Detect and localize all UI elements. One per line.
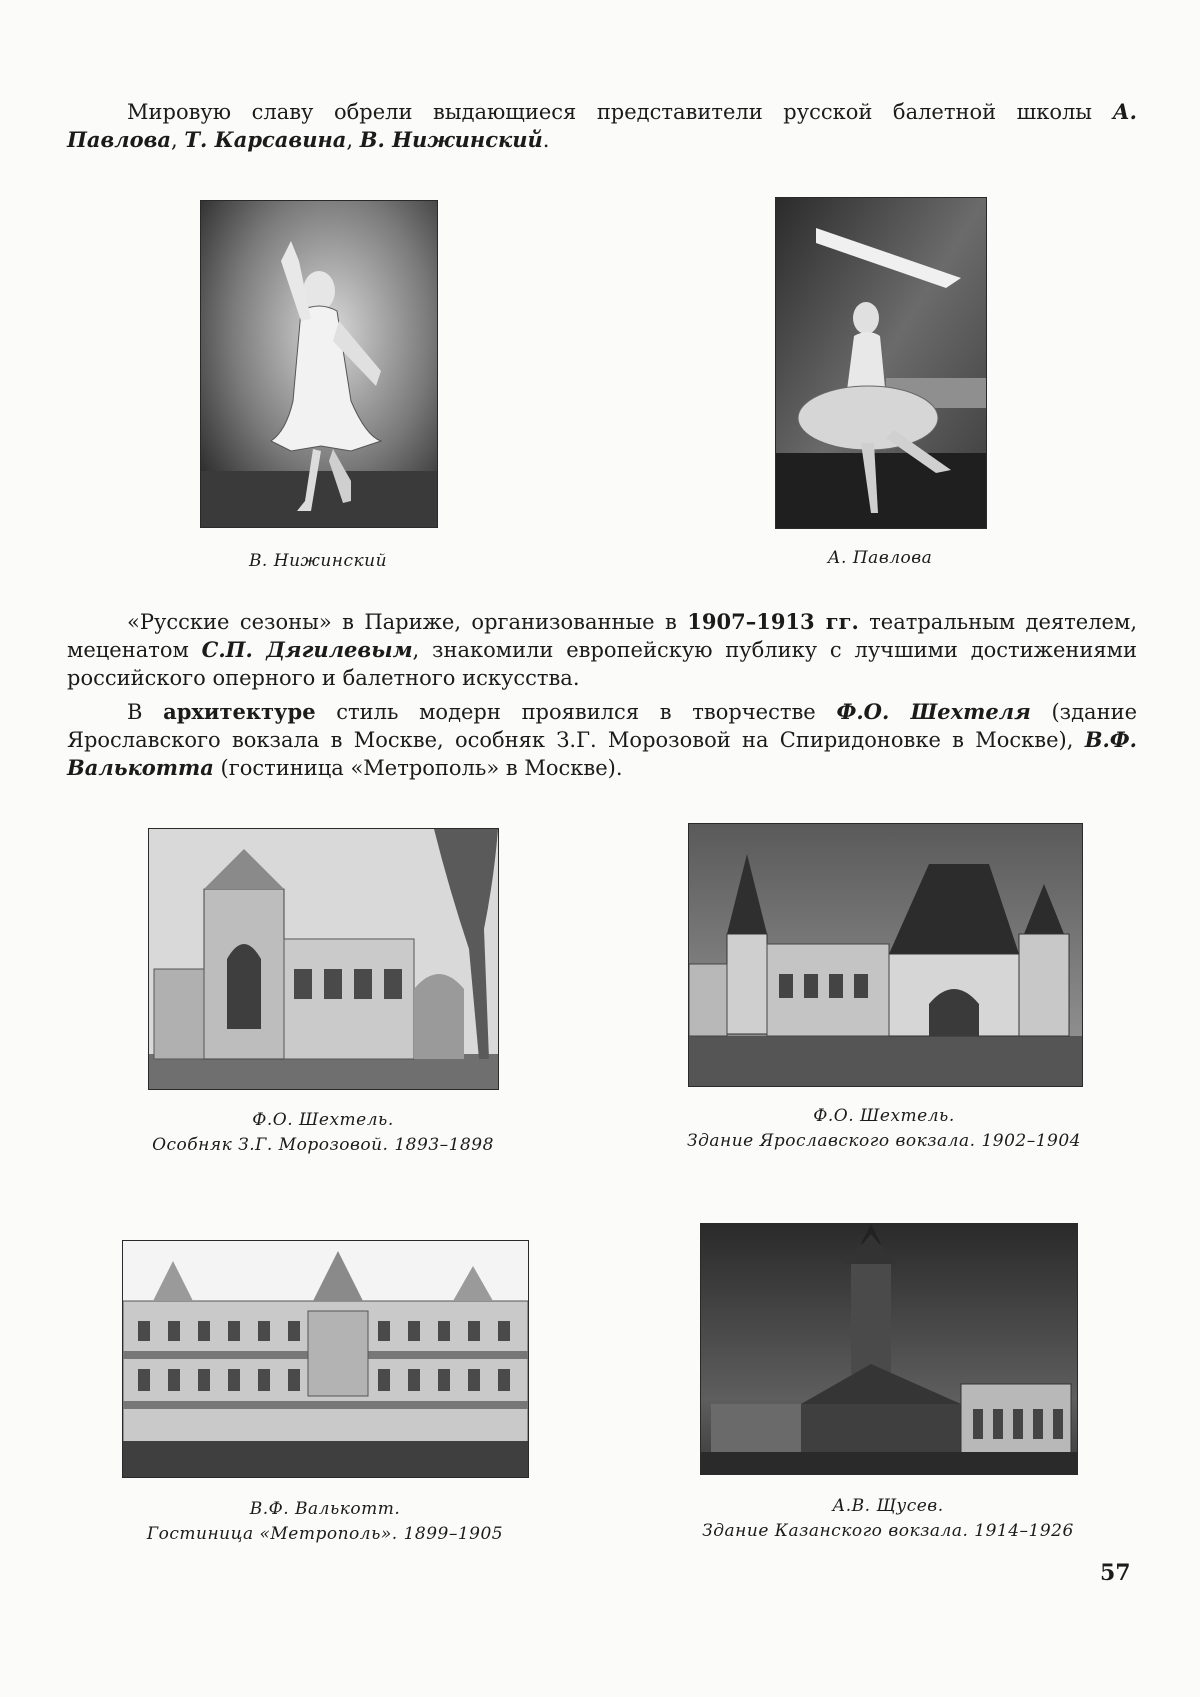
russian-seasons-paragraph: «Русские сезоны» в Париже, организованные в 1907–1913 гг. театральным деятелем, меценатом С.П. Дягилевым, знакомили европейскую публику с лучшими достижениями российского оперного и балетного искусства. <box>67 609 1137 690</box>
years-1907-1913: 1907–1913 гг. <box>687 609 859 634</box>
name-diaghilev: С.П. Дягилевым <box>201 637 413 662</box>
architecture-paragraph: В архитектуре стиль модерн проявился в творчестве Ф.О. Шехтеля (здание Ярославского вокзала в Москве, особняк З.Г. Морозовой на Спиридоновке в Москве), В.Ф. Валькотта (гостиница «Метрополь» в Москве). <box>67 699 1137 780</box>
photo-pavlova <box>775 197 987 529</box>
name-karsavina: Т. Карсавина <box>184 127 347 152</box>
intro-paragraph: Мировую славу обрели выдающиеся представители русской балетной школы А. Павлова, Т. Карсавина, В. Нижинский. <box>67 99 1137 152</box>
caption-yaroslavsky-station: Ф.О. Шехтель. Здание Ярославского вокзала. 1902–1904 <box>687 1106 1081 1151</box>
caption-morozova-mansion: Ф.О. Шехтель. Особняк З.Г. Морозовой. 1893–1898 <box>152 1110 494 1155</box>
photo-yaroslavsky-station <box>688 823 1083 1087</box>
photo-morozova-mansion <box>148 828 499 1090</box>
photo-nijinsky <box>200 200 438 528</box>
caption-metropol-hotel: В.Ф. Валькотт. Гостиница «Метрополь». 1899–1905 <box>146 1499 504 1544</box>
caption-kazansky-station: А.В. Щусев. Здание Казанского вокзала. 1914–1926 <box>702 1496 1074 1541</box>
photo-metropol-hotel <box>122 1240 529 1478</box>
caption-pavlova: А. Павлова <box>827 548 933 568</box>
name-pavlova: А. Павлова <box>67 99 1137 152</box>
caption-nijinsky: В. Нижинский <box>248 551 388 571</box>
name-shekhtel: Ф.О. Шехтеля <box>836 699 1031 724</box>
name-walcot: В.Ф. Валькотта <box>67 727 1137 780</box>
photo-kazansky-station <box>700 1223 1078 1475</box>
word-architecture: архитектуре <box>163 699 316 724</box>
page-number: 57 <box>1100 1560 1131 1586</box>
name-nijinsky: В. Нижинский <box>359 127 543 152</box>
